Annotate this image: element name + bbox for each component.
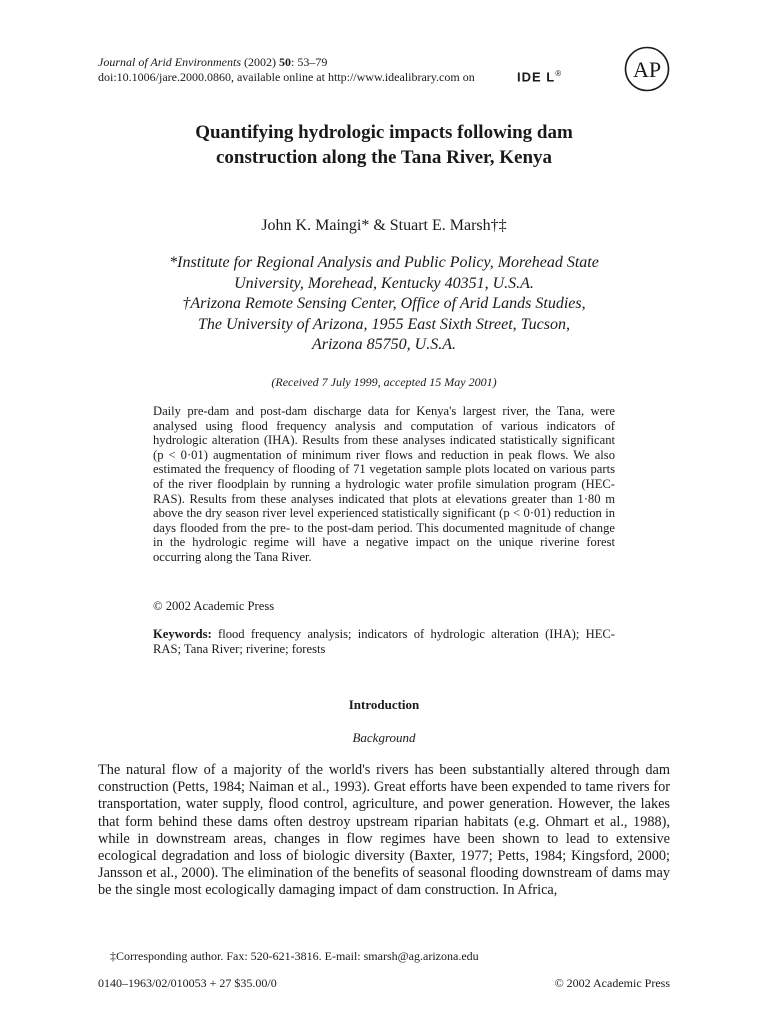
title-line-1: Quantifying hydrologic impacts following dam	[195, 122, 573, 143]
affiliation-line-2: University, Morehead, Kentucky 40351, U.S.A.	[234, 274, 534, 292]
journal-year: (2002)	[244, 55, 276, 69]
footer-copyright: © 2002 Academic Press	[554, 976, 670, 990]
body-paragraph: The natural flow of a majority of the world's rivers has been substantially altered through dam construction (Petts, 1984; Naiman et al., 1993). Great efforts have been expended to tame rivers for transportation, water supply, flood control, agriculture, and power generation. However, the lakes that form behind these dams often destroy upstream riparian habitats (e.g. Ohmart et al., 1988), while in downstream areas, changes in flow regimes have been shown to lead to extensive ecological degradation and loss of biologic diversity (Baxter, 1977; Petts, 1984; Kingsford, 2000; Jansson et al., 2000). The elimination of the benefits of seasonal flooding downstream of dams may be the single most ecologically damaging impact of dam construction. In Africa,	[98, 762, 670, 899]
received-dates: (Received 7 July 1999, accepted 15 May 2001)	[271, 375, 497, 389]
ideal-logo-text: IDE L	[517, 69, 556, 85]
affiliation-line-3: †Arizona Remote Sensing Center, Office of Arid Lands Studies,	[182, 295, 586, 313]
paper-title	[98, 120, 670, 170]
affiliations	[98, 253, 670, 356]
footnote: ‡Corresponding author. Fax: 520-621-3816. E-mail: smarsh@ag.arizona.edu	[110, 949, 479, 963]
keywords-text: flood frequency analysis; indicators of hydrologic alteration (IHA); HEC-RAS; Tana River; riverine; forests	[153, 627, 615, 656]
keywords-label: Keywords:	[153, 627, 212, 641]
keywords	[153, 627, 615, 656]
ideal-logo	[517, 69, 562, 84]
abstract-copyright: © 2002 Academic Press	[153, 599, 275, 613]
authors: John K. Maingi* & Stuart E. Marsh†‡	[261, 217, 507, 234]
footer-issn: 0140–1963/02/010053 + 27 $35.00/0	[98, 976, 277, 990]
abstract: Daily pre-dam and post-dam discharge data for Kenya's largest river, the Tana, were analysed using flood frequency analysis and computation of various indicators of hydrologic alteration (IHA). Results from these analyses indicated statistically significant (p < 0·01) augmentation of minimum river flows and reduction in peak flows. We also estimated the frequency of flooding of 71 vegetation sample plots located on various parts of the river floodplain by running a hydrologic water profile simulation program (HEC-RAS). Results from these analyses indicated that plots at elevations greater than 1·80 m above the dry season river level experienced statistically significant (p < 0·01) reduction in days flooded from the pre- to the post-dam period. This documented magnitude of change in the hydrologic regime will have a negative impact on the unique riverine forest occurring along the Tana River.	[153, 404, 615, 564]
journal-volume: 50	[279, 55, 291, 69]
title-line-2: construction along the Tana River, Kenya	[215, 147, 553, 168]
section-subheading: Background	[352, 730, 416, 745]
journal-citation	[98, 54, 327, 70]
ideal-registered-mark: ®	[555, 69, 563, 78]
journal-name: Journal of Arid Environments	[98, 55, 241, 69]
doi-line: doi:10.1006/jare.2000.0860, available online at http://www.idealibrary.com on	[98, 70, 475, 84]
affiliation-line-4: The University of Arizona, 1955 East Sixth Street, Tucson,	[198, 315, 570, 333]
publisher-logo-text: AP	[632, 57, 662, 82]
journal-pages: : 53–79	[291, 55, 328, 69]
affiliation-line-5: Arizona 85750, U.S.A.	[312, 336, 456, 354]
section-heading: Introduction	[348, 697, 420, 712]
publisher-logo	[624, 46, 670, 92]
affiliation-line-1: *Institute for Regional Analysis and Public Policy, Morehead State	[169, 254, 599, 271]
